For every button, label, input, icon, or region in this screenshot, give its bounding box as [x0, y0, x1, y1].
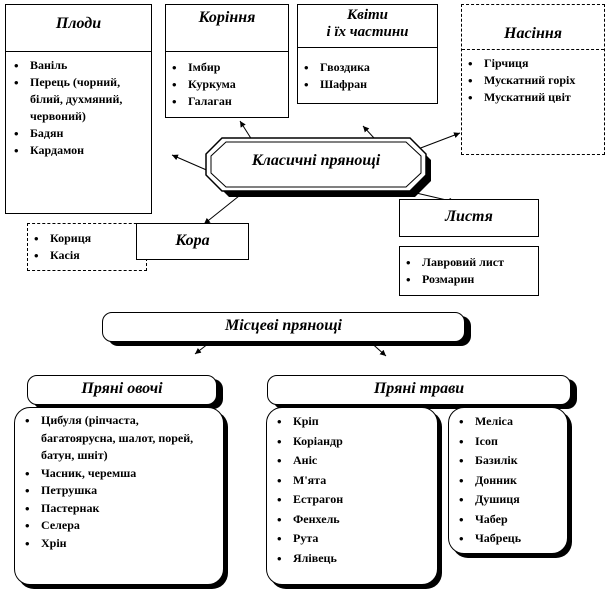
list-item: • Пастернак: [19, 500, 209, 518]
group-flowers-list: [298, 59, 436, 93]
list-item: • Мускатний горіх: [462, 72, 602, 89]
group-fruits-list: [8, 57, 150, 159]
list-item: • Касія: [28, 247, 138, 264]
list-item: • Хрін: [19, 535, 209, 553]
herbs-list-box-1: [266, 407, 438, 585]
list-item: • Імбир: [166, 59, 286, 76]
list-item: • Ваніль: [8, 57, 150, 74]
arrow-to-herbs: [368, 340, 386, 356]
local-spices-label: Місцеві прянощі: [225, 317, 342, 334]
herbs-header: [267, 375, 571, 405]
list-item: • Куркума: [166, 76, 286, 93]
group-seeds-list: [462, 55, 602, 106]
herbs-list-2: [453, 412, 563, 549]
list-item: • Донник: [453, 471, 563, 491]
list-item: • Мускатний цвіт: [462, 89, 602, 106]
group-roots: [165, 4, 289, 118]
group-flowers-title-line1: Квіти: [346, 7, 389, 23]
list-item: • Петрушка: [19, 482, 209, 500]
list-item: • Цибуля (ріпчаста, багатоярусна, шалот, порей, батун, шніт): [19, 412, 209, 465]
list-item: • Лавровий лист: [400, 254, 538, 271]
vegetables-title: Пряні овочі: [81, 380, 163, 397]
group-roots-title: Коріння: [198, 9, 256, 26]
group-bark: [27, 223, 147, 271]
group-bark-title: Кора: [175, 232, 210, 249]
arrow-to-seeds: [418, 133, 460, 149]
arrow-to-roots: [240, 121, 252, 140]
list-item: • Кріп: [271, 412, 431, 432]
list-item: • Базилік: [453, 451, 563, 471]
list-item: • Кориця: [28, 230, 138, 247]
group-roots-list: [166, 59, 286, 110]
list-item: • Чабрець: [453, 529, 563, 549]
group-fruits: [5, 4, 152, 214]
list-item: • Бадян: [8, 125, 150, 142]
group-seeds: [461, 4, 605, 155]
group-leaves-list: [400, 254, 538, 288]
herbs-title: Пряні трави: [373, 380, 465, 397]
list-item: • Селера: [19, 517, 209, 535]
list-item: • Ялівець: [271, 549, 431, 569]
list-item: • Галаган: [166, 93, 286, 110]
list-item: • Гвоздика: [298, 59, 436, 76]
classic-spices-label: Класичні прянощі: [251, 152, 381, 169]
group-bark-list: [28, 230, 138, 264]
list-item: • Естрагон: [271, 490, 431, 510]
list-item: • Аніс: [271, 451, 431, 471]
group-leaves-header: [399, 199, 539, 237]
list-item: • Часник, черемша: [19, 465, 209, 483]
list-item: • Кардамон: [8, 142, 150, 159]
group-leaves-title: Листя: [445, 208, 493, 225]
list-item: • Меліса: [453, 412, 563, 432]
list-item: • Перець (чорний, білий, духмяний, червоний): [8, 74, 150, 125]
list-item: • Коріандр: [271, 432, 431, 452]
group-flowers: [297, 4, 438, 104]
list-item: • Фенхель: [271, 510, 431, 530]
list-item: • Ісоп: [453, 432, 563, 452]
group-leaves: [399, 246, 539, 296]
herbs-list-box-2: [448, 407, 568, 554]
group-flowers-title: [298, 7, 437, 41]
list-item: • Рута: [271, 529, 431, 549]
group-seeds-title: Насіння: [504, 25, 562, 42]
herbs-list-1: [271, 412, 431, 568]
list-item: • Гірчиця: [462, 55, 602, 72]
arrow-to-flowers: [363, 126, 374, 138]
list-item: • Розмарин: [400, 271, 538, 288]
group-fruits-title: Плоди: [55, 15, 102, 32]
group-flowers-title-line2: і їх частини: [326, 24, 409, 40]
vegetables-list-box: [14, 407, 224, 585]
list-item: • Душиця: [453, 490, 563, 510]
local-spices-node: [102, 312, 465, 342]
group-bark-header: [136, 223, 249, 260]
vegetables-header: [27, 375, 217, 405]
list-item: • М'ята: [271, 471, 431, 491]
list-item: • Шафран: [298, 76, 436, 93]
list-item: • Чабер: [453, 510, 563, 530]
vegetables-list: [19, 412, 209, 552]
